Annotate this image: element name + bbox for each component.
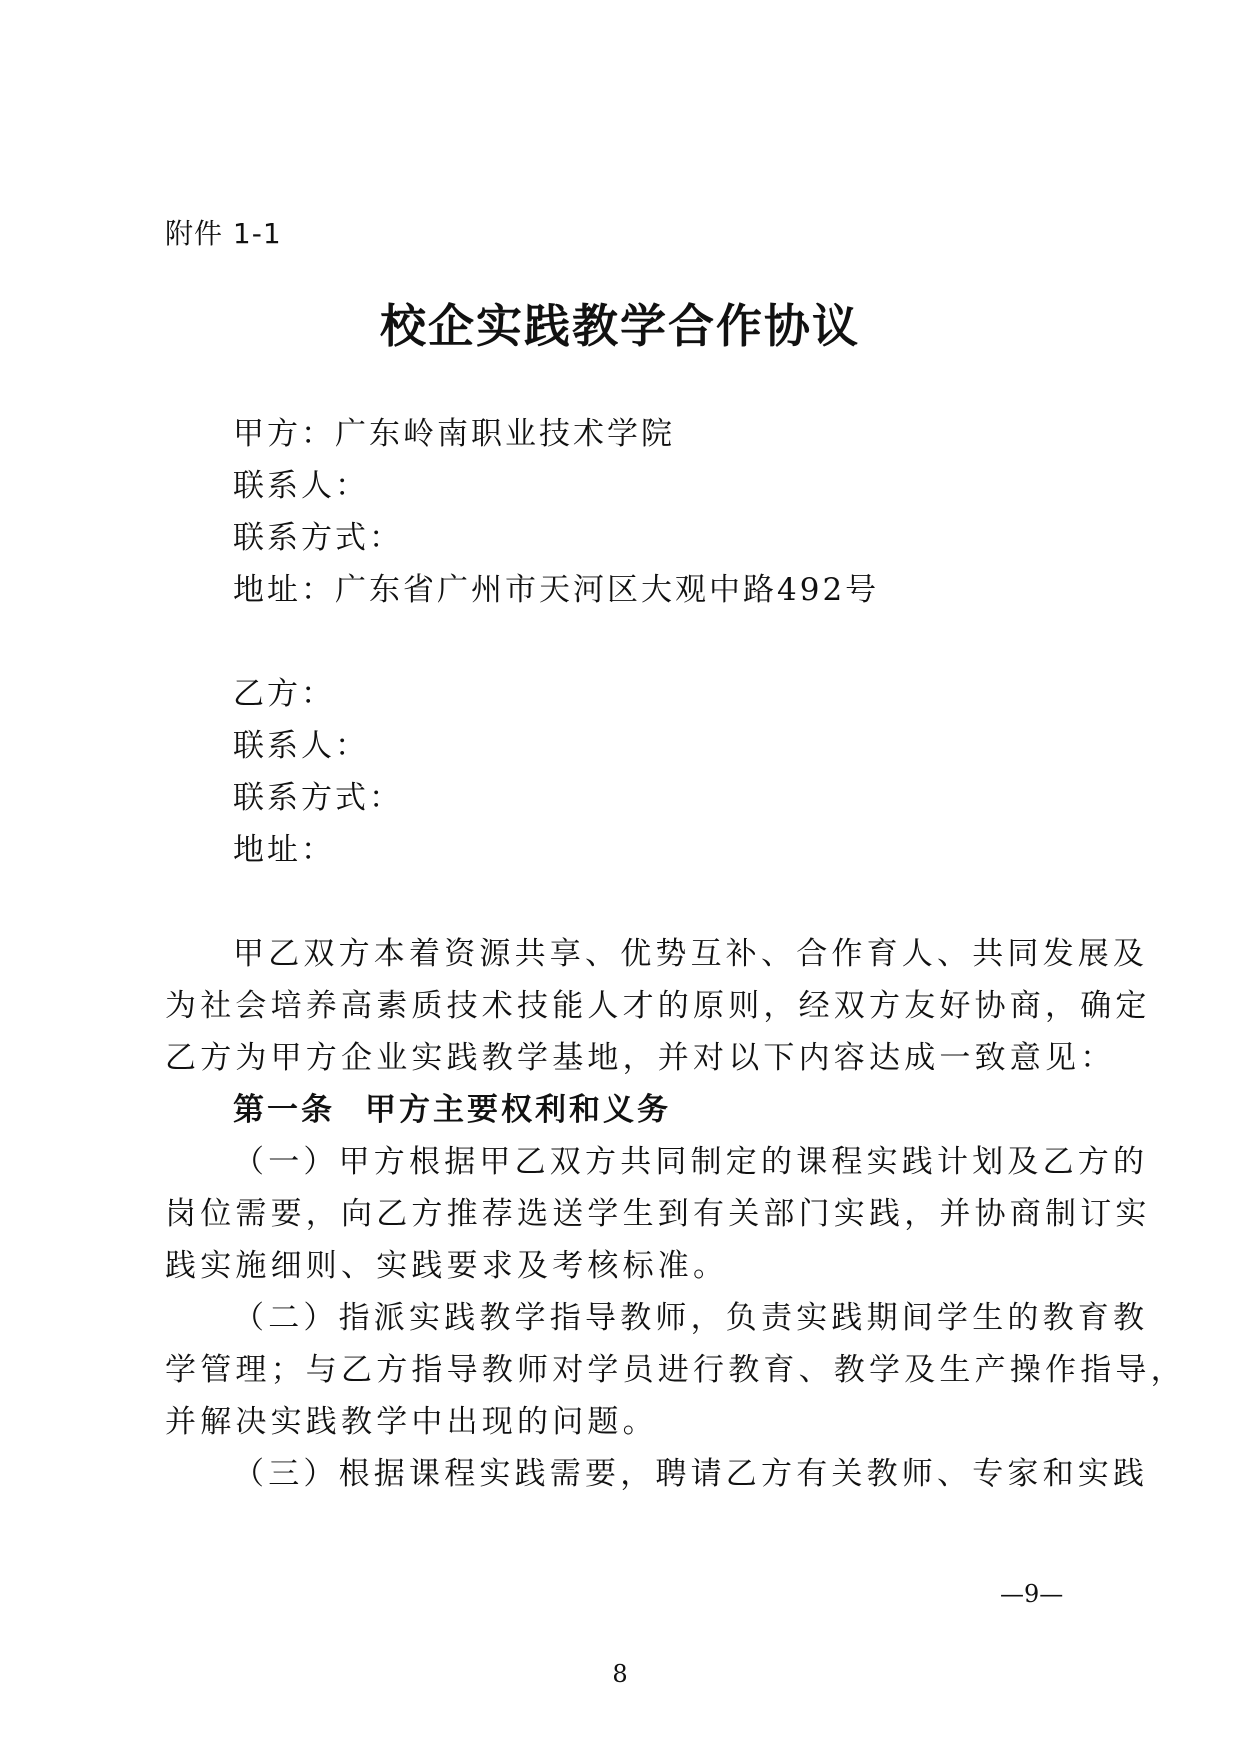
footer-page-number: 8	[612, 1660, 628, 1688]
clause-line: 践实施细则、实践要求及考核标准。	[165, 1248, 729, 1284]
clause-line: 学管理；与乙方指导教师对学员进行教育、教学及生产操作指导，	[165, 1352, 1186, 1388]
clause-line: 并解决实践教学中出现的问题。	[165, 1404, 658, 1440]
preamble-line: 为社会培养高素质技术技能人才的原则，经双方友好协商，确定	[165, 988, 1151, 1024]
party-a-name: 甲方：广东岭南职业技术学院	[233, 416, 675, 452]
preamble-line: 乙方为甲方企业实践教学基地，并对以下内容达成一致意见：	[165, 1040, 1116, 1076]
clause-line: （三）根据课程实践需要，聘请乙方有关教师、专家和实践	[233, 1456, 1149, 1492]
clause-line: （一）甲方根据甲乙双方共同制定的课程实践计划及乙方的	[233, 1144, 1149, 1180]
party-a-contact: 联系人：	[233, 468, 369, 504]
party-b-contact: 联系人：	[233, 728, 369, 764]
party-b-contact-method: 联系方式：	[233, 780, 403, 816]
clause-line: （二）指派实践教学指导教师，负责实践期间学生的教育教	[233, 1300, 1149, 1336]
party-a-contact-method: 联系方式：	[233, 520, 403, 556]
document-title: 校企实践教学合作协议	[380, 299, 860, 353]
party-b-address: 地址：	[233, 832, 335, 868]
party-b-name: 乙方：	[233, 676, 335, 712]
article-1-number: 第一条	[233, 1092, 335, 1128]
preamble-line: 甲乙双方本着资源共享、优势互补、合作育人、共同发展及	[233, 936, 1149, 972]
party-a-address: 地址：广东省广州市天河区大观中路492号	[233, 572, 880, 608]
clause-line: 岗位需要，向乙方推荐选送学生到有关部门实践，并协商制订实	[165, 1196, 1151, 1232]
page-number: —9—	[1000, 1580, 1064, 1608]
article-1-heading	[233, 1084, 671, 1129]
attachment-label: 附件 1-1	[165, 217, 282, 250]
article-1-title: 甲方主要权利和义务	[365, 1092, 671, 1128]
